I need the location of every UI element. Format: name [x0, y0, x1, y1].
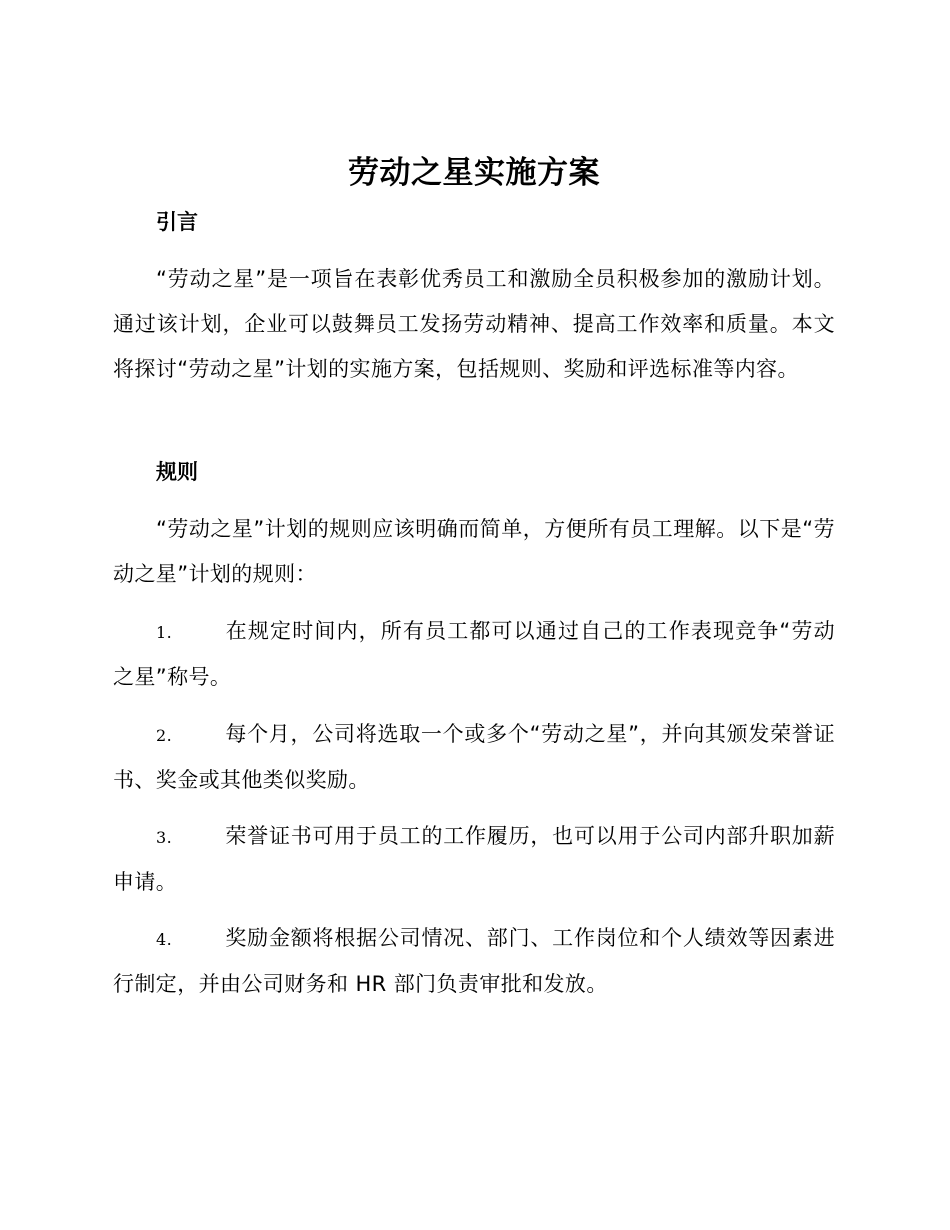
- list-item-text: 荣誉证书可用于员工的工作履历，也可以用于公司内部升职加薪申请。: [113, 824, 835, 894]
- list-item-number: 1.: [156, 623, 173, 642]
- list-item-text: 每个月，公司将选取一个或多个“劳动之星”，并向其颁发荣誉证书、奖金或其他类似奖励。: [113, 722, 835, 792]
- list-item-number: 2.: [156, 726, 173, 745]
- rule-list-item: [113, 814, 835, 905]
- rule-list-item: [113, 609, 835, 700]
- rule-list-item: [113, 712, 835, 803]
- section-heading-rules: 规则: [156, 460, 198, 484]
- section-heading-intro: 引言: [156, 210, 198, 234]
- list-item-text: 奖励金额将根据公司情况、部门、工作岗位和个人绩效等因素进行制定，并由公司财务和 HR 部门负责审批和发放。: [113, 926, 835, 996]
- document-title: 劳动之星实施方案: [348, 155, 600, 191]
- rule-list-item: [113, 916, 835, 1007]
- intro-paragraph: “劳动之星”是一项旨在表彰优秀员工和激励全员积极参加的激励计划。通过该计划，企业可以鼓舞员工发扬劳动精神、提高工作效率和质量。本文将探讨“劳动之星”计划的实施方案，包括规则、奖励和评选标准等内容。: [113, 267, 835, 381]
- list-item-number: 4.: [156, 930, 173, 949]
- rules-intro-paragraph: “劳动之星”计划的规则应该明确而简单，方便所有员工理解。以下是“劳动之星”计划的规则：: [113, 517, 835, 586]
- list-item-number: 3.: [156, 828, 173, 847]
- list-item-text: 在规定时间内，所有员工都可以通过自己的工作表现竞争“劳动之星”称号。: [113, 619, 835, 689]
